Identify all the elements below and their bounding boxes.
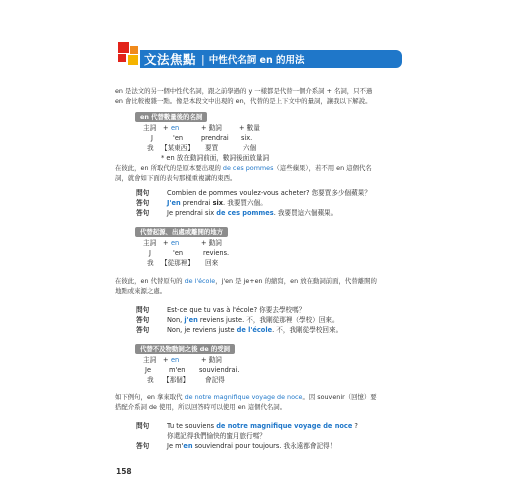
schema-subject: 主詞 [143,239,157,247]
plain-text: prendrai [180,199,213,207]
plain-text: Tu te souviens [167,422,217,430]
plain-text: Non, je reviens juste [167,326,237,334]
example-label: 答句 [136,199,150,207]
french-word: reviens. [203,249,230,257]
chinese-word: 我 [147,376,154,384]
chinese-word: 我 [147,259,154,267]
example-label: 答句 [136,316,150,324]
example-label: 問句 [136,422,150,430]
example-translation: 你還記得我們愉快的蜜月旅行嗎？ [167,432,266,440]
example-label: 答句 [136,442,150,450]
section2-para-1: 在彼此，en 代替原句的 de l'école，j'en 是 je+en 的縮寫，en 放在動詞前面，代替離開的 [115,277,377,285]
plain-text: ? [352,422,358,430]
example-text [167,209,337,219]
plain-text: Je m' [167,442,184,450]
highlight-phrase: de ces pommes [216,209,274,217]
french-word: 'en [173,249,184,257]
french-word: J [151,134,153,142]
french-word: m'en [169,366,186,374]
page-number: 158 [116,467,132,476]
schema-plus: + [163,239,169,247]
plain-text: souviendrai pour toujours. 我永遠都會記得！ [192,442,337,450]
chinese-word: 回來 [205,259,219,267]
para-text: 在彼此，en 所取代的是原本要出現的 de ces pommes（這些蘋果），若不用 en 這個代名 [115,164,372,172]
plain-text: . 我要買六個。 [223,199,267,207]
chinese-word: 我 [147,144,154,152]
schema-verb: + 動詞 [201,124,222,132]
example-text [167,199,267,209]
french-word: 'en [173,134,184,142]
schema-subject: 主詞 [143,356,157,364]
plain-text: reviens juste. 不，我剛從那裡（學校）回來。 [197,316,339,324]
french-word: J [149,249,151,257]
section3-tag: 代替不及物動詞之後 de 的受詞 [135,344,235,354]
chinese-word: 會記得 [205,376,225,384]
example-label: 問句 [136,306,150,314]
schema-verb: + 動詞 [201,356,222,364]
section-subtitle: 中性代名詞 en 的用法 [208,55,305,66]
chinese-word: 【某東西】 [161,144,194,152]
section1-tag: en 代替數量後的名詞 [135,112,207,122]
chinese-word: 【那個】 [163,376,190,384]
highlight-phrase: de l'école [236,326,273,334]
plain-text: . 不，我剛從學校回來。 [272,326,343,334]
french-word: six. [241,134,253,142]
schema-plus: + [163,124,169,132]
section1-para-1 [115,164,407,173]
section1-note: * en 放在動詞前面，數詞後面放量詞 [161,154,270,162]
highlight-phrase: de notre magnifique voyage de noce [216,422,353,430]
section3-para-1: 如下例句，en 拿來取代 de notre magnifique voyage de noce。因 souvenir（回憶）要 [115,393,377,401]
intro-line-2: en 會比較複雜一點。像是本段文中出現的 en，代替的是上下文中的量詞，讓我以下解說。 [115,97,372,105]
example-label: 答句 [136,326,150,334]
plain-text: . 我要買這六個蘋果。 [273,209,338,217]
schema-verb: + 動詞 [201,239,222,247]
title-separator: | [201,52,205,66]
chinese-word: 要買 [205,144,219,152]
french-word: Je [145,366,152,374]
highlight-en: J'en [167,199,181,207]
highlight-en: en [183,442,193,450]
example-text [167,442,336,452]
french-word: prendrai [201,134,229,142]
schema-en: en [171,356,180,364]
section-title: 文法焦點 [144,52,197,67]
example-text [167,316,339,326]
highlight-en: j'en [184,316,198,324]
chinese-word: 【從那裡】 [161,259,194,267]
schema-en: en [171,239,180,247]
schema-en: en [171,124,180,132]
schema-qty: + 數量 [239,124,260,132]
schema-subject: 主詞 [143,124,157,132]
section3-para-2: 搭配介系詞 de 使用，所以回答時可以使用 en 這個代名詞。 [115,403,287,411]
french-word: souviendrai. [199,366,240,374]
example-text: Combien de pommes voulez-vous acheter? 您要買多少個蘋果？ [167,189,371,197]
schema-plus: + [163,356,169,364]
example-label: 問句 [136,189,150,197]
bold-text: six [212,199,224,207]
example-text [167,422,358,432]
plain-text: Non, [167,316,185,324]
example-text: Est-ce que tu vas à l'école? 你要去學校嗎？ [167,306,306,314]
highlight-phrase: de ces pommes [222,164,274,172]
highlight-phrase: de notre magnifique voyage de noce [184,393,303,401]
intro-line-1: en 是法文的另一個中性代名詞，跟之前學過的 y 一樣都是代替一個介系詞 + 名詞，只不過 [115,87,373,95]
chinese-word: 六個 [243,144,257,152]
section2-para-2: 地點或來源之處。 [115,287,167,295]
section2-tag: 代替起源、出處或離開的地方 [135,227,228,237]
plain-text: Je prendrai six [167,209,217,217]
section-logo-icon [118,42,140,66]
section1-para-2: 詞，就會如下面的表句那樣重複講的東西。 [115,174,237,182]
example-label: 答句 [136,209,150,217]
section-title-bar [140,50,402,68]
highlight-phrase: de l'école [184,277,216,285]
example-text [167,326,342,336]
